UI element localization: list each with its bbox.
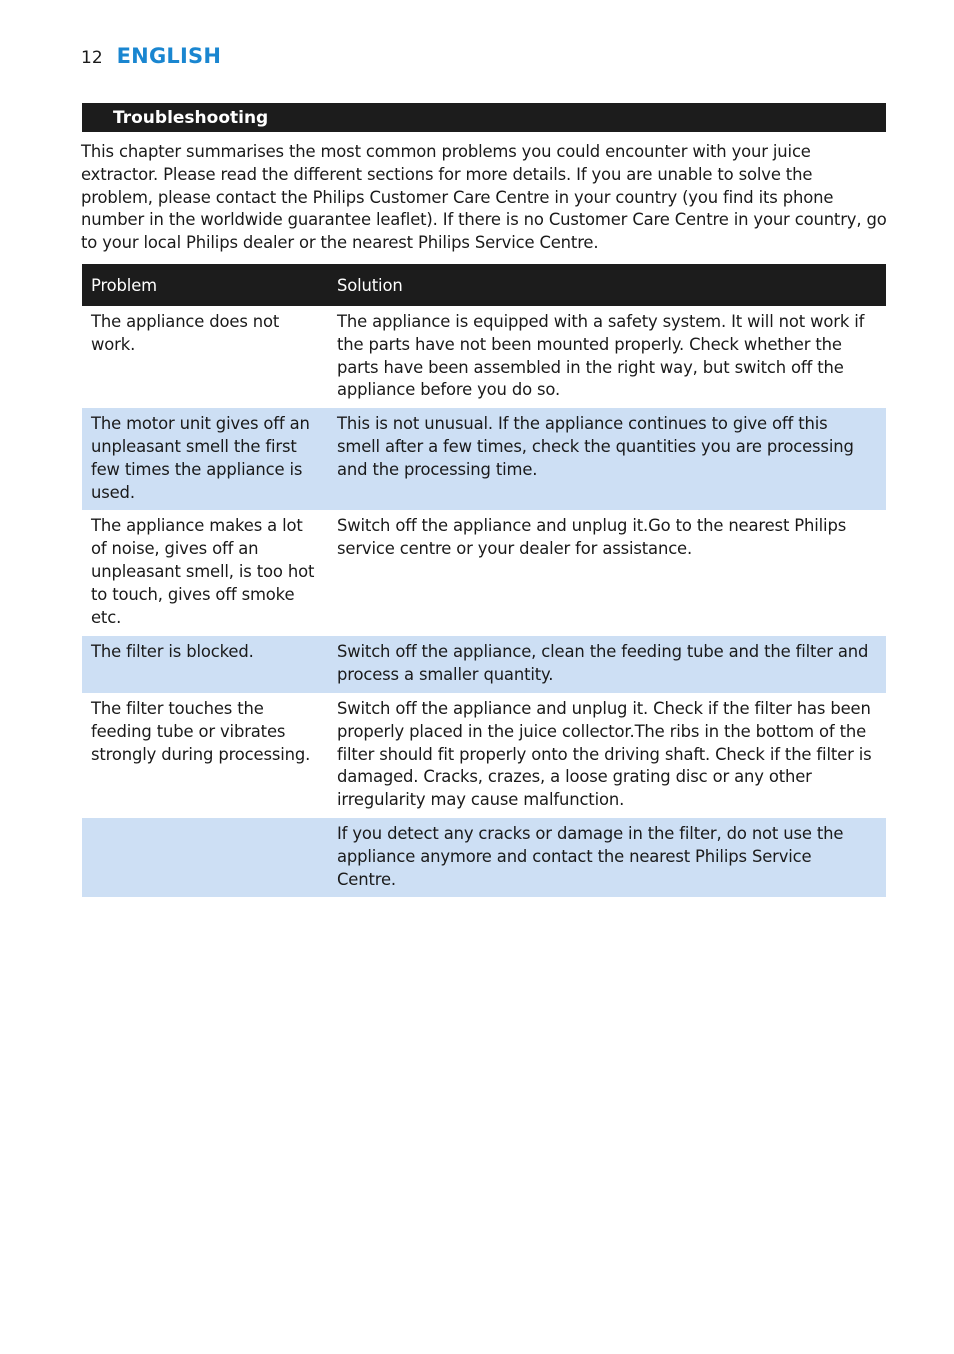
solution-cell: This is not unusual. If the appliance continues to give off this smell after a few times, check the quantities you are processing and the processing time. bbox=[337, 414, 854, 479]
troubleshooting-table bbox=[82, 264, 886, 897]
problem-column-header: Problem bbox=[91, 275, 157, 295]
solution-cell: Switch off the appliance and unplug it.Go to the nearest Philips service centre or your dealer for assistance. bbox=[337, 516, 847, 559]
solution-cell: Switch off the appliance and unplug it. Check if the filter has been properly placed in the juice collector.The ribs in the bottom of the filter should fit properly onto the driving shaft. Check if the filter is damaged. Cracks, crazes, a loose grating disc or any other irregularity may cause malfunction. bbox=[337, 698, 872, 810]
solution-cell: If you detect any cracks or damage in the filter, do not use the appliance anymore and contact the nearest Philips Service Centre. bbox=[337, 823, 844, 889]
page-header bbox=[81, 44, 221, 76]
problem-cell: The appliance does not work. bbox=[91, 312, 280, 354]
table-row bbox=[82, 693, 886, 818]
section-title: Troubleshooting bbox=[113, 107, 269, 128]
table-row bbox=[82, 306, 886, 408]
solution-cell: Switch off the appliance, clean the feeding tube and the filter and process a smaller quantity. bbox=[337, 642, 869, 685]
problem-cell bbox=[82, 818, 328, 897]
solution-cell: The appliance is equipped with a safety system. It will not work if the parts have not been mounted properly. Check whether the parts have been assembled in the right way, but switch off the appliance before you do so. bbox=[337, 312, 865, 400]
problem-cell: The filter is blocked. bbox=[91, 642, 254, 662]
page-number: 12 bbox=[81, 48, 103, 68]
table-row bbox=[82, 510, 886, 636]
section-heading-bar bbox=[82, 103, 886, 132]
table-header-row bbox=[82, 264, 886, 306]
problem-cell: The filter touches the feeding tube or vibrates strongly during processing. bbox=[91, 698, 311, 764]
intro-paragraph: This chapter summarises the most common problems you could encounter with your juice extractor. Please read the different sections for more details. If you are unable to solve the problem, please contact the Philips Customer Care Centre in your country (you find its phone number in the worldwide guarantee leaflet). If there is no Customer Care Centre in your country, go to your local Philips dealer or the nearest Philips Service Centre. bbox=[81, 142, 887, 253]
table-row bbox=[82, 408, 886, 510]
solution-column-header: Solution bbox=[337, 275, 403, 295]
table-row bbox=[82, 636, 886, 693]
table-row bbox=[82, 818, 886, 897]
language-label: ENGLISH bbox=[116, 44, 222, 68]
problem-cell: The motor unit gives off an unpleasant smell the first few times the appliance is used. bbox=[91, 414, 310, 502]
problem-cell: The appliance makes a lot of noise, gives off an unpleasant smell, is too hot to touch, gives off smoke etc. bbox=[91, 516, 315, 627]
